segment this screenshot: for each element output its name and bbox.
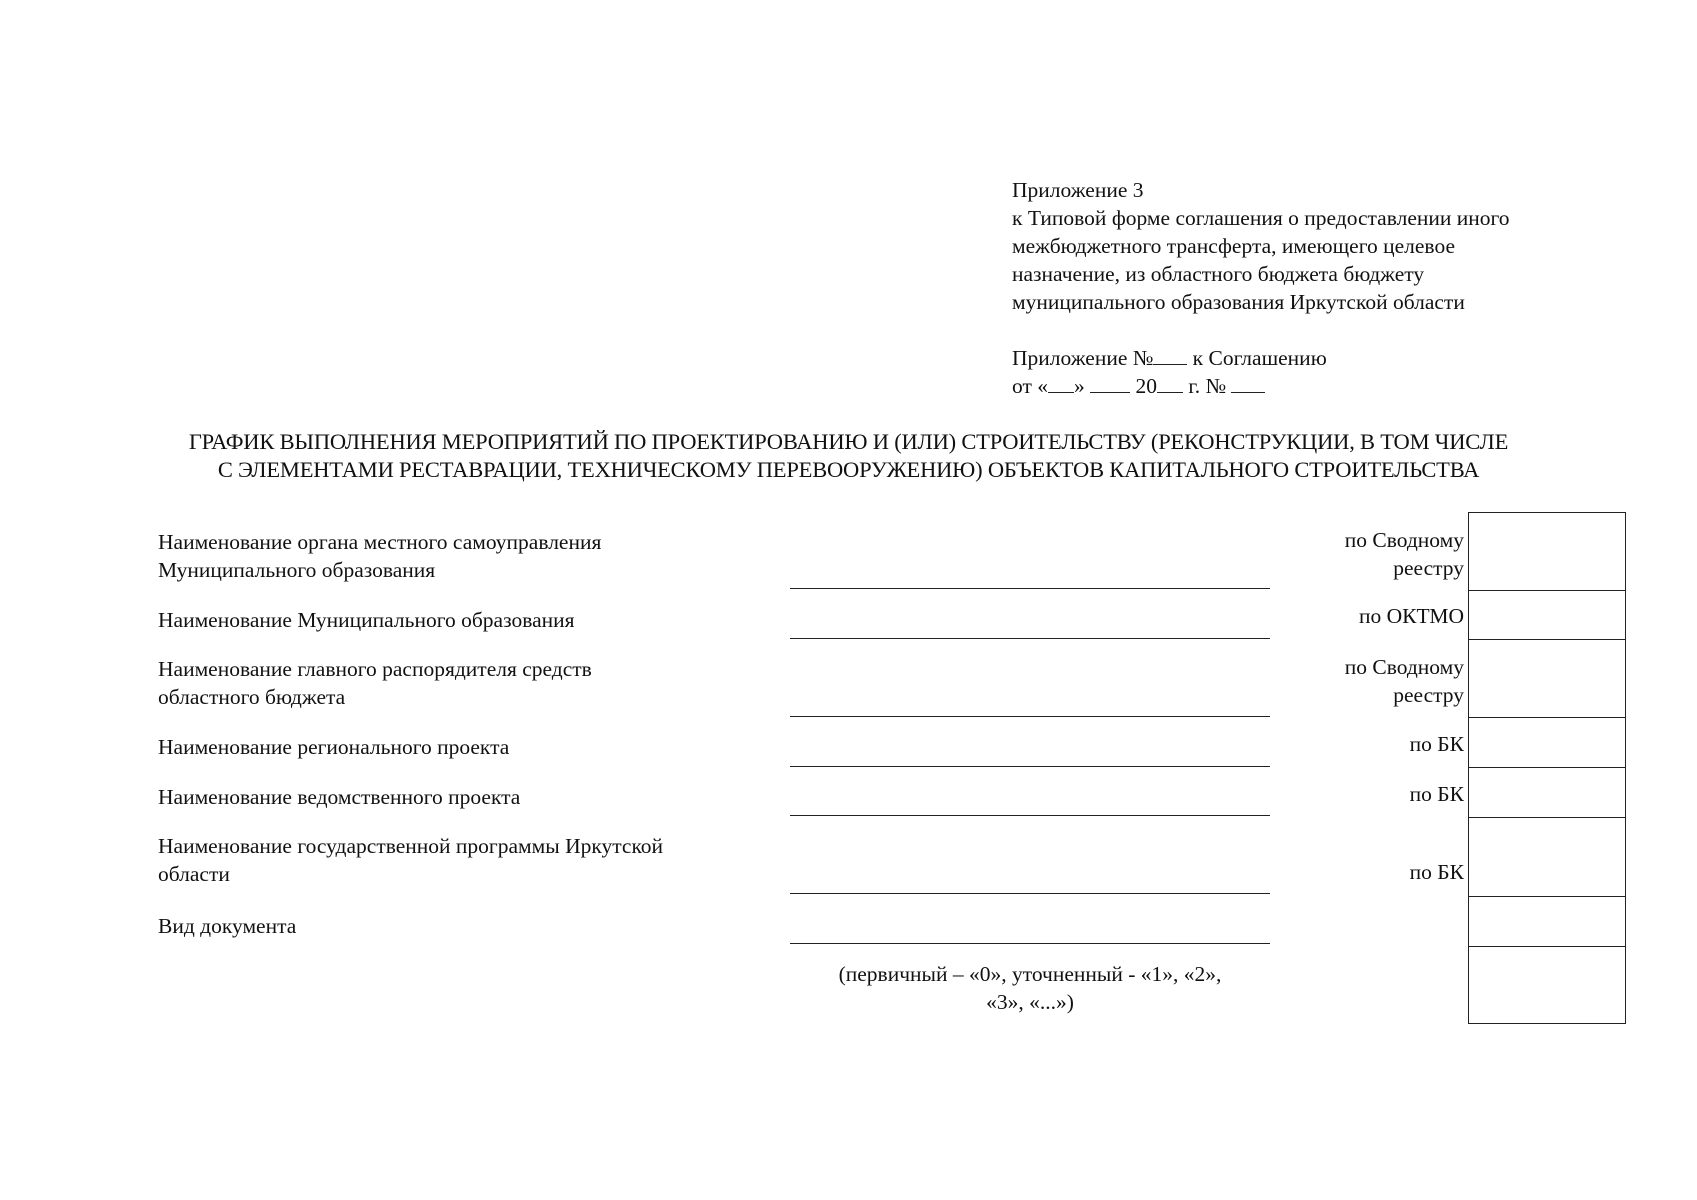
from-label: от «: [1012, 374, 1048, 398]
field-label-state-program-line-2: области: [158, 862, 230, 886]
appendix-caption-line: назначение, из областного бюджета бюджету: [1012, 262, 1425, 286]
appendix-caption-line: муниципального образования Иркутской области: [1012, 290, 1465, 314]
field-label-departmental-project: Наименование ведомственного проекта: [158, 785, 521, 809]
century-label: 20: [1135, 374, 1157, 398]
appendix-caption-line: к Типовой форме соглашения о предоставлении иного: [1012, 206, 1510, 230]
day-blank: [1048, 374, 1074, 393]
field-fill-line-state-program[interactable]: [790, 893, 1270, 894]
code-label-consolidated-register-2: по Сводному: [1344, 655, 1464, 679]
field-label-chief-manager: Наименование главного распорядителя средств: [158, 657, 592, 681]
appendix-no-label: Приложение №: [1012, 346, 1154, 370]
code-label-oktmo: по ОКТМО: [1359, 604, 1464, 628]
field-label-chief-manager-line-2: областного бюджета: [158, 685, 346, 709]
appendix-caption-line: межбюджетного трансферта, имеющего целевое: [1012, 234, 1455, 258]
code-box-separator: [1468, 639, 1626, 640]
to-agreement-label: к Соглашению: [1192, 346, 1327, 370]
code-label-bk-regional: по БК: [1409, 732, 1464, 756]
code-label-consolidated-register-line-2: реестру: [1393, 556, 1464, 580]
agreement-date-ref: [1012, 372, 1265, 400]
document-type-hint-line-1: (первичный – «0», уточненный - «1», «2»,: [838, 962, 1222, 986]
field-label-regional-project: Наименование регионального проекта: [158, 735, 510, 759]
code-box-separator: [1468, 896, 1626, 897]
code-label-consolidated-register: по Сводному: [1344, 528, 1464, 552]
field-fill-line-municipality[interactable]: [790, 638, 1270, 639]
field-label-local-authority-line-2: Муниципального образования: [158, 558, 436, 582]
document-title-line-2: С ЭЛЕМЕНТАМИ РЕСТАВРАЦИИ, ТЕХНИЧЕСКОМУ ПЕРЕВООРУЖЕНИЮ) ОБЪЕКТОВ КАПИТАЛЬНОГО СТРОИТЕЛЬСТВА: [217, 457, 1480, 482]
year-blank: [1157, 374, 1183, 393]
field-fill-line-departmental-project[interactable]: [790, 815, 1270, 816]
appendix-no-blank: [1153, 346, 1187, 365]
document-type-hint-line-2: «3», «...»): [986, 990, 1074, 1014]
field-label-state-program: Наименование государственной программы Иркутской: [158, 834, 664, 858]
document-title-line-1: ГРАФИК ВЫПОЛНЕНИЯ МЕРОПРИЯТИЙ ПО ПРОЕКТИРОВАНИЮ И (ИЛИ) СТРОИТЕЛЬСТВУ (РЕКОНСТРУКЦИИ, В ТОМ ЧИСЛЕ: [188, 429, 1509, 454]
field-fill-line-document-type[interactable]: [790, 943, 1270, 944]
code-box-separator: [1468, 817, 1626, 818]
field-fill-line-regional-project[interactable]: [790, 766, 1270, 767]
appendix-number: Приложение 3: [1012, 178, 1144, 202]
code-label-consolidated-register-2-line-2: реестру: [1393, 683, 1464, 707]
field-label-municipality: Наименование Муниципального образования: [158, 608, 575, 632]
code-box-separator: [1468, 717, 1626, 718]
code-boxes-column: [1468, 512, 1626, 1024]
field-label-local-authority: Наименование органа местного самоуправления: [158, 530, 602, 554]
code-label-bk-departmental: по БК: [1409, 782, 1464, 806]
quote-close: »: [1074, 374, 1085, 398]
code-box-separator: [1468, 767, 1626, 768]
number-blank: [1231, 374, 1265, 393]
agreement-appendix-ref: [1012, 344, 1327, 372]
month-blank: [1090, 374, 1130, 393]
code-box-separator: [1468, 946, 1626, 947]
field-fill-line-local-authority[interactable]: [790, 588, 1270, 589]
field-fill-line-chief-manager[interactable]: [790, 716, 1270, 717]
year-no-label: г. №: [1188, 374, 1227, 398]
code-label-bk-program: по БК: [1409, 860, 1464, 884]
code-box-separator: [1468, 590, 1626, 591]
field-label-document-type: Вид документа: [158, 914, 297, 938]
